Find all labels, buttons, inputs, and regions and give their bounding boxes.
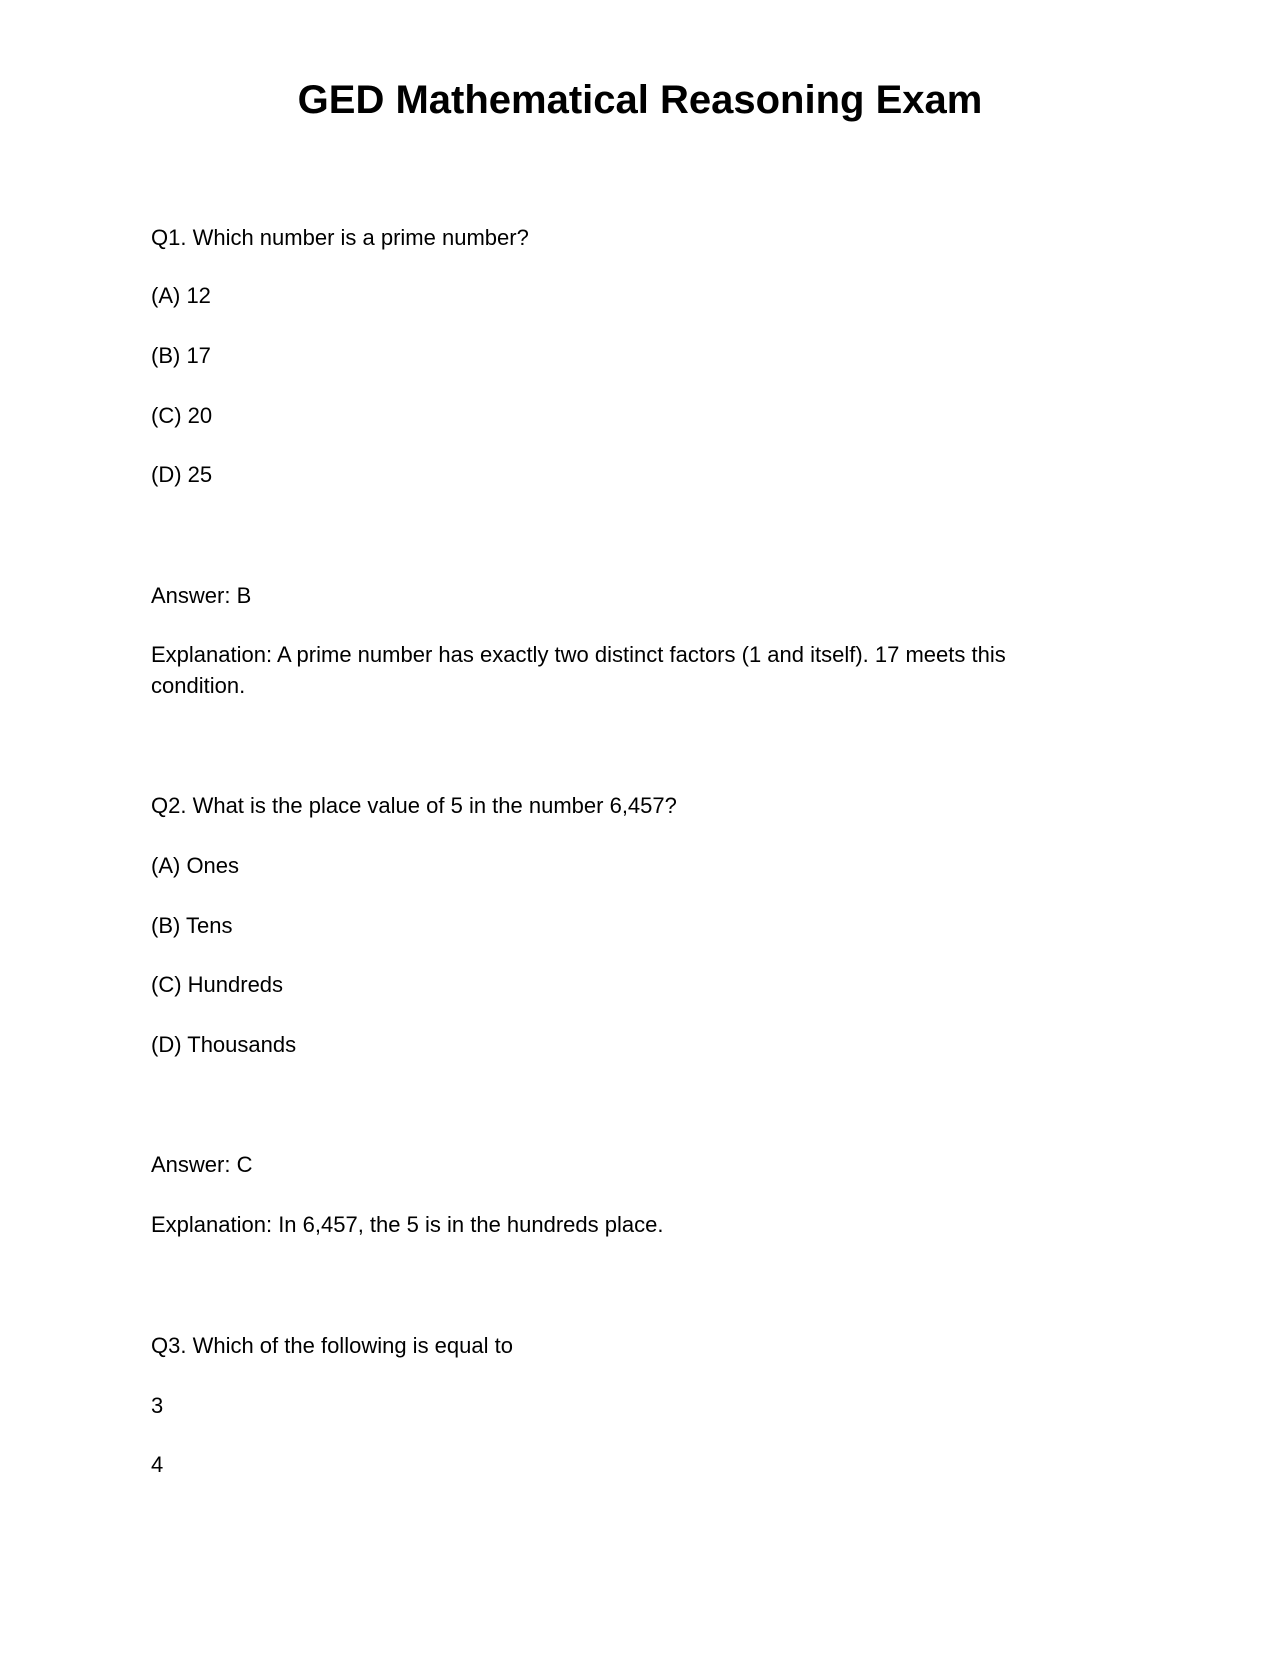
question-1-option-b: (B) 17 [151, 343, 211, 368]
question-2-option-b: (B) Tens [151, 913, 233, 938]
question-1-option-d: (D) 25 [151, 462, 213, 487]
question-2-option-a: (A) Ones [151, 853, 240, 878]
question-1-answer: Answer: B [151, 583, 252, 608]
question-2-explanation: Explanation: In 6,457, the 5 is in the hundreds place. [151, 1212, 664, 1237]
question-3-fraction-numerator: 3 [151, 1393, 164, 1418]
question-2-text: Q2. What is the place value of 5 in the number 6,457? [151, 793, 677, 818]
question-3-text: Q3. Which of the following is equal to [151, 1333, 513, 1358]
question-2-option-c: (C) Hundreds [151, 972, 284, 997]
document-title: GED Mathematical Reasoning Exam [297, 78, 983, 122]
question-3-fraction-denominator: 4 [151, 1452, 164, 1477]
question-1-option-c: (C) 20 [151, 403, 213, 428]
question-1-text: Q1. Which number is a prime number? [151, 225, 529, 250]
question-1-option-a: (A) 12 [151, 283, 211, 308]
question-2-answer: Answer: C [151, 1152, 253, 1177]
question-2-option-d: (D) Thousands [151, 1032, 297, 1057]
question-1-explanation: Explanation: A prime number has exactly two distinct factors (1 and itself). 17 meets this condition. [151, 642, 1006, 698]
